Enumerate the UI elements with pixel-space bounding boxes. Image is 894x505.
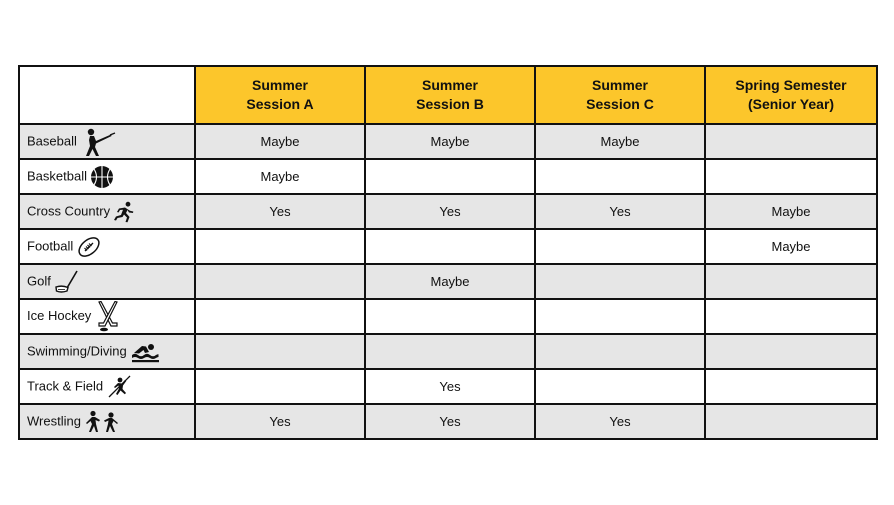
basketball-icon bbox=[90, 165, 114, 189]
sport-label: Cross Country bbox=[27, 202, 111, 218]
table-row bbox=[19, 159, 877, 194]
table-row bbox=[19, 334, 877, 369]
table-cell: Maybe bbox=[535, 124, 705, 159]
sports-schedule-table bbox=[18, 65, 878, 440]
table-cell bbox=[705, 264, 877, 299]
wrestlers-icon bbox=[84, 410, 120, 434]
header-line2: Session C bbox=[586, 96, 654, 112]
sport-label: Wrestling bbox=[27, 412, 81, 428]
header-spring-semester bbox=[705, 66, 877, 124]
table-cell bbox=[705, 299, 877, 334]
table-cell: Yes bbox=[195, 404, 365, 439]
sport-cell bbox=[19, 334, 195, 369]
header-corner-cell bbox=[19, 66, 195, 124]
sport-cell bbox=[19, 194, 195, 229]
sport-label: Swimming/Diving bbox=[27, 342, 127, 358]
sport-cell bbox=[19, 404, 195, 439]
table-cell: Yes bbox=[365, 194, 535, 229]
table-cell bbox=[195, 334, 365, 369]
table-cell: Maybe bbox=[705, 229, 877, 264]
header-line1: Spring Semester bbox=[735, 77, 847, 93]
table-cell bbox=[195, 369, 365, 404]
table-row bbox=[19, 124, 877, 159]
table-row bbox=[19, 194, 877, 229]
header-summer-session-a bbox=[195, 66, 365, 124]
hockey-sticks-icon bbox=[94, 301, 122, 332]
table-cell bbox=[705, 334, 877, 369]
table-cell bbox=[365, 159, 535, 194]
sport-cell bbox=[19, 124, 195, 159]
table-cell bbox=[195, 229, 365, 264]
sport-cell bbox=[19, 264, 195, 299]
sport-label: Baseball bbox=[27, 132, 77, 148]
table-row bbox=[19, 404, 877, 439]
table-row bbox=[19, 369, 877, 404]
table-cell bbox=[535, 229, 705, 264]
table-cell: Yes bbox=[535, 404, 705, 439]
sport-label: Basketball bbox=[27, 167, 87, 183]
table-cell: Maybe bbox=[365, 264, 535, 299]
sport-label: Track & Field bbox=[27, 377, 104, 393]
table-cell bbox=[195, 299, 365, 334]
javelin-thrower-icon bbox=[106, 374, 132, 400]
table-cell bbox=[705, 124, 877, 159]
table-cell: Maybe bbox=[705, 194, 877, 229]
table-cell: Maybe bbox=[365, 124, 535, 159]
golf-club-icon bbox=[54, 269, 80, 295]
table-cell bbox=[705, 159, 877, 194]
header-row bbox=[19, 66, 877, 124]
sport-label: Football bbox=[27, 237, 74, 253]
table-cell: Yes bbox=[365, 404, 535, 439]
table-cell: Maybe bbox=[195, 124, 365, 159]
header-line1: Summer bbox=[591, 77, 649, 93]
table-row bbox=[19, 264, 877, 299]
sport-cell bbox=[19, 159, 195, 194]
schedule-table-container bbox=[18, 65, 876, 440]
table-cell bbox=[705, 369, 877, 404]
swimmer-icon bbox=[130, 341, 160, 363]
header-line2: Session A bbox=[246, 96, 314, 112]
table-cell: Yes bbox=[365, 369, 535, 404]
header-line1: Summer bbox=[251, 77, 309, 93]
table-cell bbox=[365, 334, 535, 369]
table-cell bbox=[705, 404, 877, 439]
header-line1: Summer bbox=[421, 77, 479, 93]
table-cell bbox=[535, 264, 705, 299]
table-cell bbox=[365, 299, 535, 334]
table-cell bbox=[195, 264, 365, 299]
header-line2: Session B bbox=[416, 96, 484, 112]
table-row bbox=[19, 299, 877, 334]
football-icon bbox=[76, 235, 102, 259]
sport-label: Ice Hockey bbox=[27, 307, 92, 323]
table-row bbox=[19, 229, 877, 264]
table-cell: Yes bbox=[535, 194, 705, 229]
table-cell bbox=[365, 229, 535, 264]
sport-cell bbox=[19, 369, 195, 404]
sport-label: Golf bbox=[27, 272, 51, 288]
sport-cell bbox=[19, 299, 195, 334]
runner-icon bbox=[113, 201, 135, 223]
table-cell bbox=[535, 369, 705, 404]
table-cell: Yes bbox=[195, 194, 365, 229]
header-summer-session-b bbox=[365, 66, 535, 124]
table-cell: Maybe bbox=[195, 159, 365, 194]
sport-cell bbox=[19, 229, 195, 264]
table-cell bbox=[535, 159, 705, 194]
table-cell bbox=[535, 299, 705, 334]
header-summer-session-c bbox=[535, 66, 705, 124]
header-line2: (Senior Year) bbox=[747, 96, 835, 112]
table-cell bbox=[535, 334, 705, 369]
baseball-player-icon bbox=[80, 127, 116, 157]
